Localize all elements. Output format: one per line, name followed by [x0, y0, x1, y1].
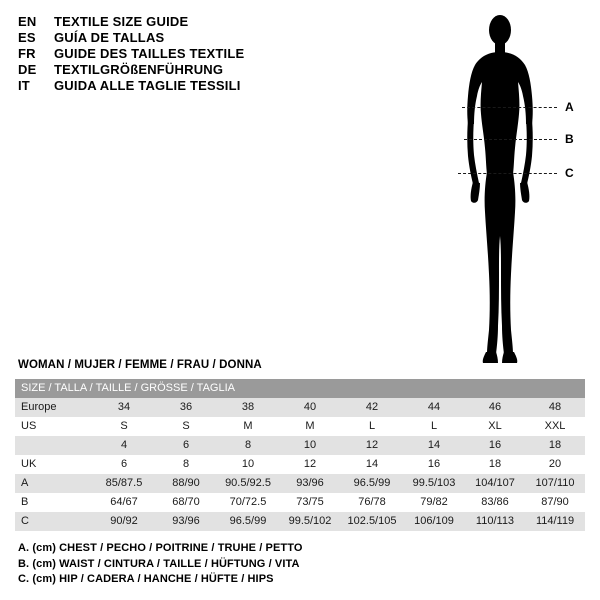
- language-code-it: IT: [18, 78, 30, 93]
- cell: 6: [93, 455, 155, 474]
- language-code-en: EN: [18, 14, 37, 29]
- row-label-europe: Europe: [15, 398, 93, 417]
- table-header-label: SIZE / TALLA / TAILLE / GRÖSSE / TAGLIA: [15, 379, 585, 398]
- measure-line-b: [464, 139, 557, 140]
- cell: 18: [525, 436, 585, 455]
- language-code-de: DE: [18, 62, 37, 77]
- cell: 40: [279, 398, 341, 417]
- row-label-uk: UK: [15, 455, 93, 474]
- cell: 14: [341, 455, 403, 474]
- measure-line-c: [458, 173, 557, 174]
- cell: 8: [155, 455, 217, 474]
- title-row-en: [18, 14, 348, 29]
- title-block: [18, 14, 348, 94]
- table-row: [15, 436, 585, 455]
- title-row-es: [18, 30, 348, 45]
- size-table: [15, 379, 585, 531]
- cell: 90/92: [93, 512, 155, 531]
- cell: 93/96: [155, 512, 217, 531]
- cell: 93/96: [279, 474, 341, 493]
- cell: 20: [525, 455, 585, 474]
- table-row: [15, 398, 585, 417]
- cell: XL: [465, 417, 525, 436]
- cell: 68/70: [155, 493, 217, 512]
- cell: 18: [465, 455, 525, 474]
- cell: 46: [465, 398, 525, 417]
- title-row-de: [18, 62, 348, 77]
- title-text-de: TEXTILGRÖßENFÜHRUNG: [54, 62, 224, 77]
- cell: 12: [279, 455, 341, 474]
- cell: L: [341, 417, 403, 436]
- cell: 85/87.5: [93, 474, 155, 493]
- cell: 114/119: [525, 512, 585, 531]
- table-header-row: [15, 379, 585, 398]
- cell: 10: [279, 436, 341, 455]
- cell: 70/72.5: [217, 493, 279, 512]
- cell: 87/90: [525, 493, 585, 512]
- cell: 8: [217, 436, 279, 455]
- title-text-fr: GUIDE DES TAILLES TEXTILE: [54, 46, 245, 61]
- cell: 110/113: [465, 512, 525, 531]
- cell: 102.5/105: [341, 512, 403, 531]
- cell: 73/75: [279, 493, 341, 512]
- row-label-us-numeric: [15, 436, 93, 455]
- footnote-b: B. (cm) WAIST / CINTURA / TAILLE / HÜFTUNG / VITA: [18, 557, 300, 570]
- measure-line-a: [462, 107, 557, 108]
- cell: 106/109: [403, 512, 465, 531]
- cell: 16: [465, 436, 525, 455]
- language-code-es: ES: [18, 30, 36, 45]
- table-row: [15, 417, 585, 436]
- measure-label-c: C: [565, 166, 574, 180]
- cell: 4: [93, 436, 155, 455]
- woman-silhouette-icon: [440, 8, 560, 368]
- cell: 6: [155, 436, 217, 455]
- cell: 83/86: [465, 493, 525, 512]
- measure-label-a: A: [565, 100, 574, 114]
- section-heading-woman: WOMAN / MUJER / FEMME / FRAU / DONNA: [18, 359, 262, 371]
- cell: 64/67: [93, 493, 155, 512]
- cell: XXL: [525, 417, 585, 436]
- cell: 48: [525, 398, 585, 417]
- cell: 14: [403, 436, 465, 455]
- row-label-a: A: [15, 474, 93, 493]
- cell: 79/82: [403, 493, 465, 512]
- cell: 90.5/92.5: [217, 474, 279, 493]
- cell: 34: [93, 398, 155, 417]
- cell: S: [93, 417, 155, 436]
- title-text-en: TEXTILE SIZE GUIDE: [54, 14, 189, 29]
- footnote-a: A. (cm) CHEST / PECHO / POITRINE / TRUHE / PETTO: [18, 542, 303, 554]
- footnotes: [18, 541, 578, 588]
- language-code-fr: FR: [18, 46, 36, 61]
- cell: M: [279, 417, 341, 436]
- table-row: [15, 512, 585, 531]
- cell: 104/107: [465, 474, 525, 493]
- table-row: [15, 493, 585, 512]
- cell: 88/90: [155, 474, 217, 493]
- title-row-it: [18, 78, 348, 93]
- cell: 99.5/103: [403, 474, 465, 493]
- female-silhouette-figure: [420, 8, 590, 368]
- footnote-c: C. (cm) HIP / CADERA / HANCHE / HÜFTE / HIPS: [18, 573, 274, 585]
- row-label-c: C: [15, 512, 93, 531]
- cell: 107/110: [525, 474, 585, 493]
- cell: 96.5/99: [341, 474, 403, 493]
- cell: 38: [217, 398, 279, 417]
- title-text-es: GUÍA DE TALLAS: [54, 30, 165, 45]
- table-row: [15, 474, 585, 493]
- cell: 16: [403, 455, 465, 474]
- row-label-us: US: [15, 417, 93, 436]
- table-row: [15, 455, 585, 474]
- cell: 36: [155, 398, 217, 417]
- measure-label-b: B: [565, 132, 574, 146]
- cell: M: [217, 417, 279, 436]
- cell: 44: [403, 398, 465, 417]
- cell: 76/78: [341, 493, 403, 512]
- title-text-it: GUIDA ALLE TAGLIE TESSILI: [54, 78, 241, 93]
- cell: 42: [341, 398, 403, 417]
- row-label-b: B: [15, 493, 93, 512]
- cell: S: [155, 417, 217, 436]
- cell: 96.5/99: [217, 512, 279, 531]
- cell: 10: [217, 455, 279, 474]
- cell: 12: [341, 436, 403, 455]
- cell: 99.5/102: [279, 512, 341, 531]
- cell: L: [403, 417, 465, 436]
- title-row-fr: [18, 46, 348, 61]
